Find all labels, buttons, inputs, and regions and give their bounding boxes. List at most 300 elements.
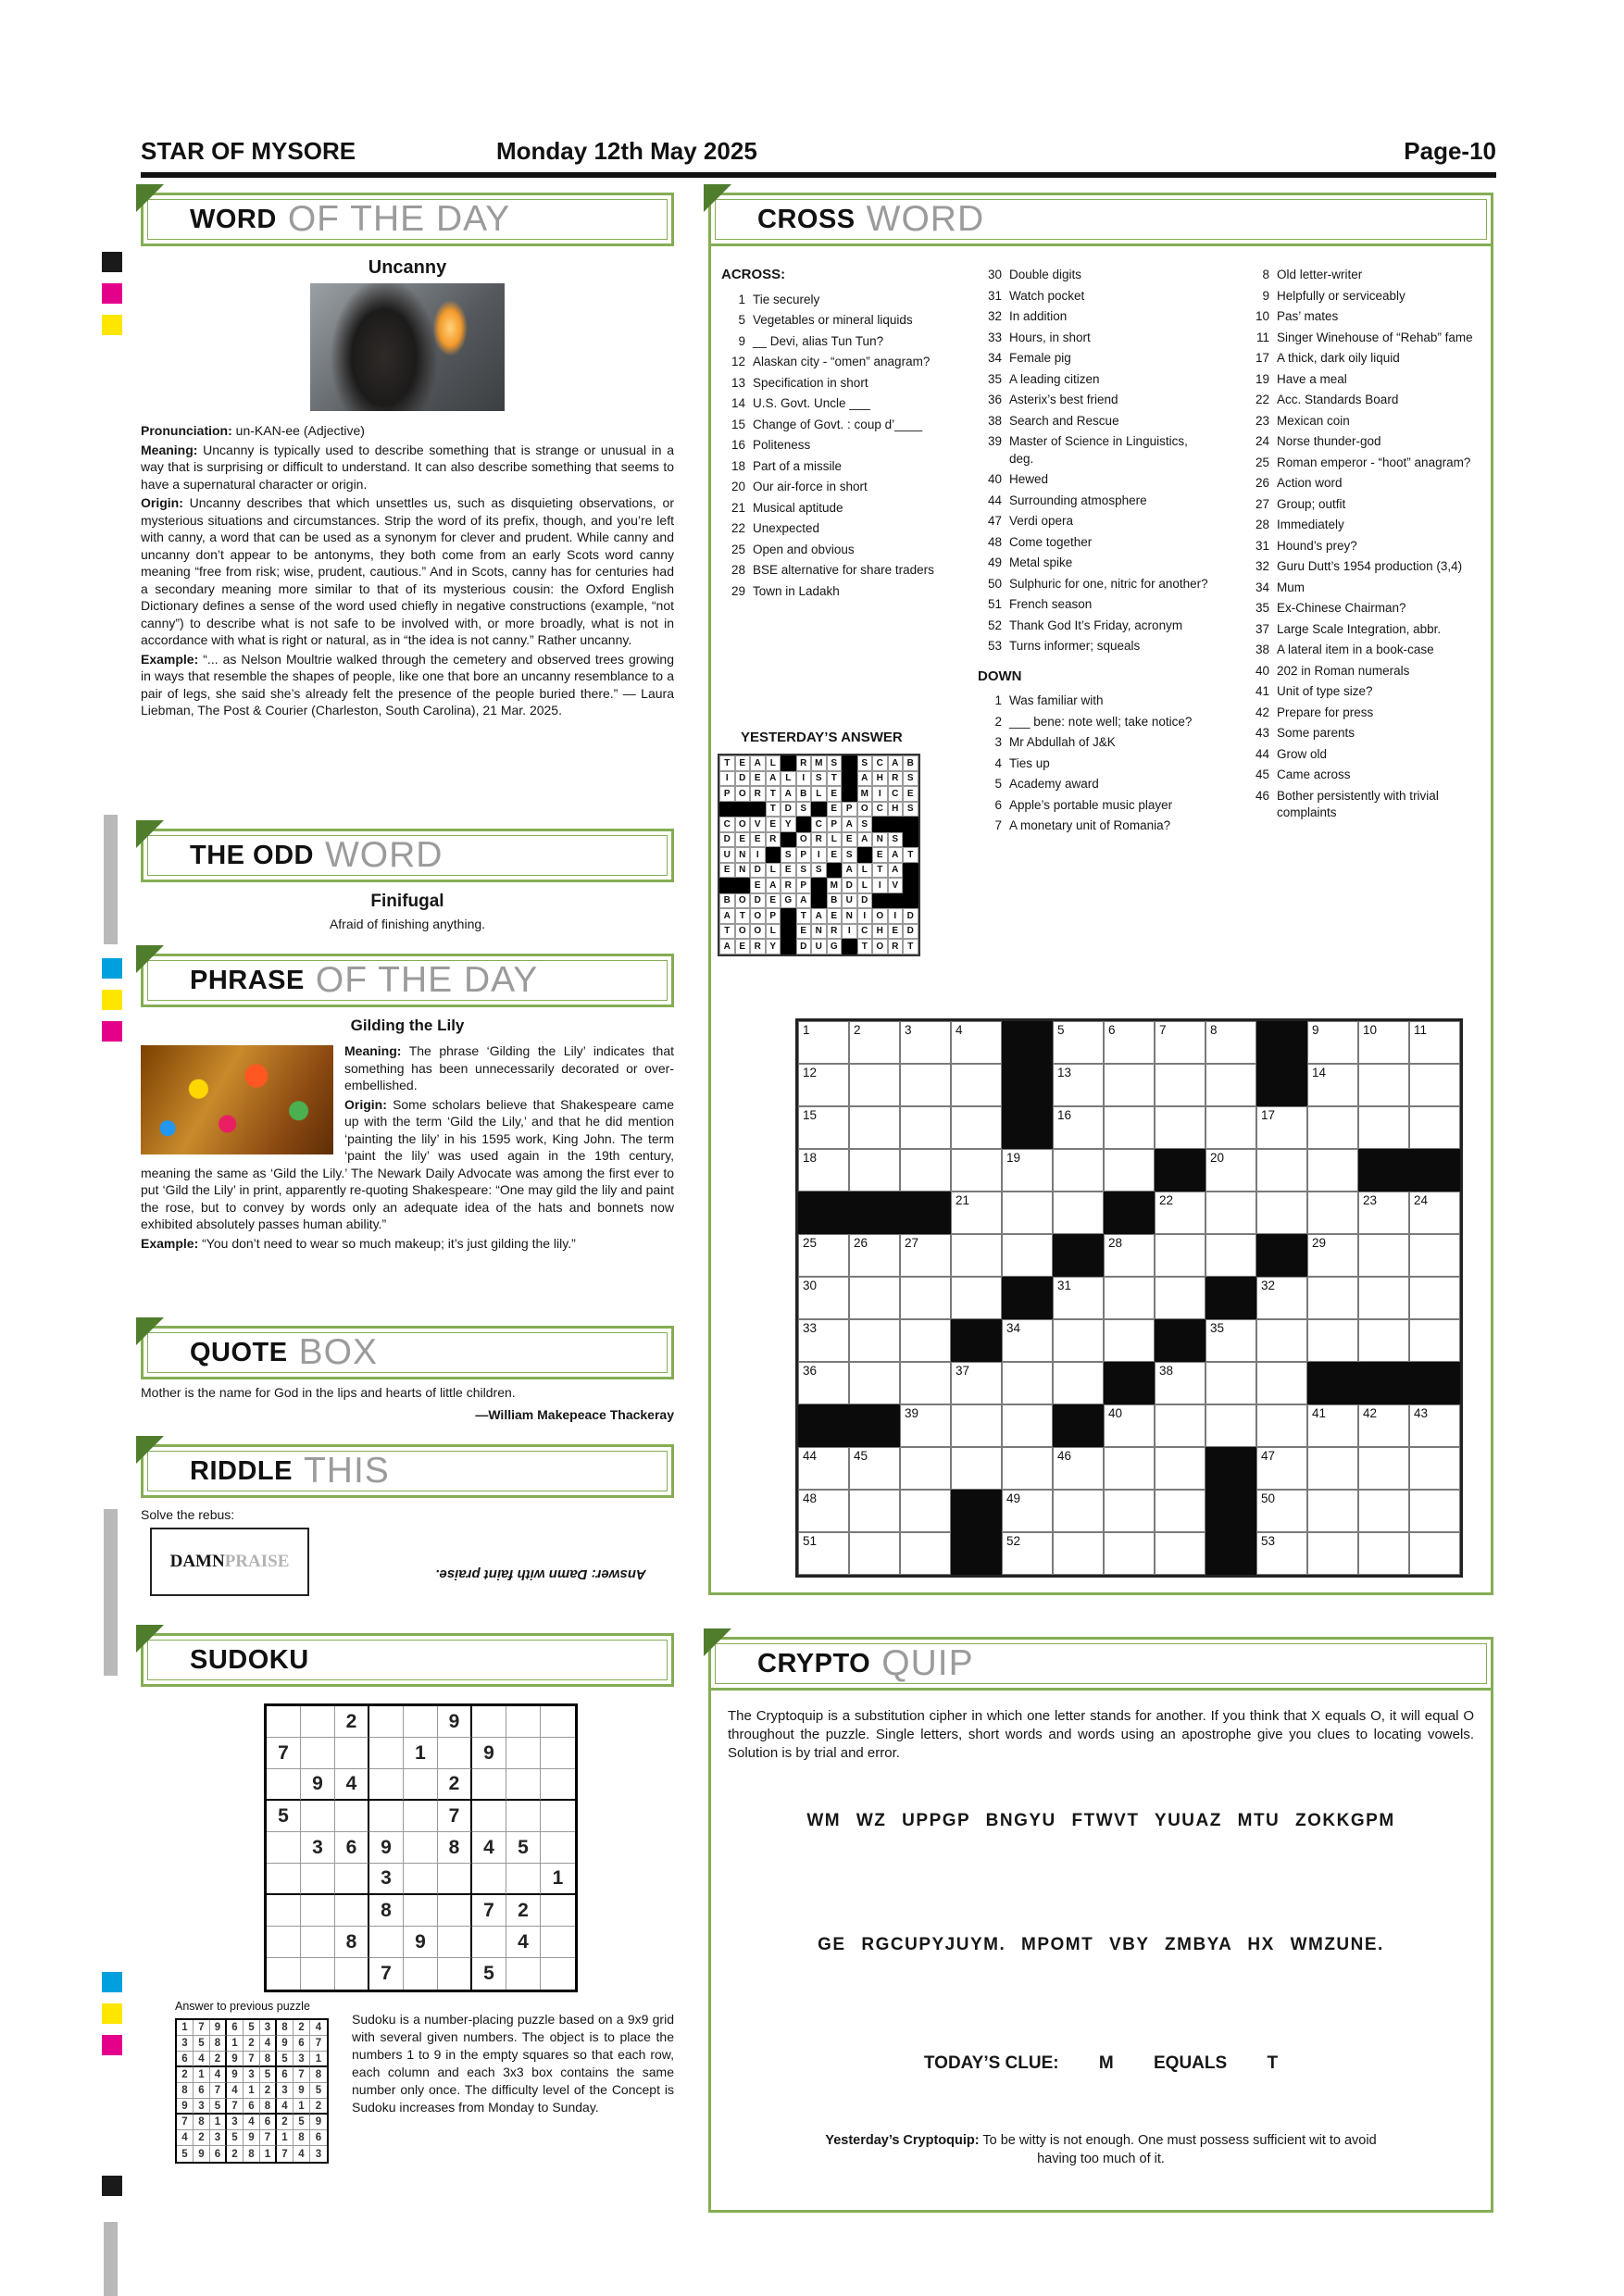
sudoku-cell [267,1927,301,1958]
answer-grid-cell: R [888,771,904,787]
crossword-clue [721,542,936,559]
crossword-clue [978,755,1209,773]
sudoku-cell [541,1706,575,1738]
crossword-cell [1002,1490,1053,1532]
clue-text: Grow old [1277,746,1328,761]
crossword-clue [721,562,936,580]
answer-grid-cell: S [811,863,827,879]
crossword-black-cell [1256,1021,1307,1064]
clue-text: Double digits [1009,268,1082,281]
meaning-label: Meaning: [344,1043,402,1058]
crossword-cell [1307,1532,1358,1575]
answer-grid-cell: A [796,893,812,909]
example-text: “You don’t need to wear so much makeup; it’s just gilding the lily.” [202,1235,576,1251]
crossword-black-cell [1002,1106,1053,1149]
clue-text: Prepare for press [1277,705,1374,719]
answer-grid-cell [903,817,918,832]
clue-text: French season [1009,597,1093,611]
crossword-cell [951,1149,1002,1192]
quote-attribution: —William Makepeace Thackeray [475,1407,674,1422]
crossword-cell [1307,1192,1358,1234]
crossword-cell [1256,1447,1307,1490]
answer-grid-cell: E [735,832,751,848]
answer-grid-cell [872,817,888,832]
crossword-cell [849,1319,900,1362]
clue-text: Town in Ladakh [753,583,840,598]
sudoku-cell: 4 [210,2067,227,2083]
crossword-clue [1245,621,1475,639]
crossword-cell [1358,1021,1409,1064]
cell-number: 18 [803,1151,818,1165]
answer-grid-cell: D [750,893,766,909]
answer-grid-cell: E [827,786,843,802]
crossword-clue [978,797,1209,815]
sudoku-cell: 6 [210,2146,227,2162]
crossword-cell [1256,1192,1307,1234]
answer-grid-cell: D [842,878,857,893]
sudoku-cell: 2 [438,1769,472,1801]
registration-bar [104,2222,118,2296]
crossword-clue [1245,267,1475,284]
sudoku-cell: 3 [244,2067,260,2083]
answer-grid-cell: R [827,924,843,940]
sudoku-cell: 7 [177,2115,194,2130]
origin-label: Origin: [344,1096,387,1112]
answer-grid-cell [750,802,766,817]
crossword-cell [1358,1106,1409,1149]
section-header-cryptoquip [708,1637,1493,1691]
clue-text: Was familiar with [1009,693,1104,707]
clue-number: 33 [987,330,1002,344]
crossword-clue [1245,496,1475,514]
answer-grid-cell [781,924,796,940]
sudoku-cell [335,1864,369,1895]
answer-grid-cell [842,939,857,955]
answer-grid-cell: D [750,863,766,879]
crossword-clue [1245,642,1475,659]
answer-grid-cell: T [903,939,918,955]
cell-number: 13 [1057,1066,1072,1079]
answer-grid-cell: L [827,832,843,848]
crossword-clue [978,513,1209,530]
crossword-cell [798,1277,849,1319]
sudoku-cell: 7 [267,1738,301,1769]
sudoku-cell: 5 [267,1801,301,1832]
clue-text: Apple’s portable music player [1009,797,1173,812]
origin-label: Origin: [141,495,183,510]
answer-grid-cell [811,802,827,817]
crossword-clue [1245,683,1475,701]
crossword-cell [900,1532,951,1575]
clue-number: 18 [731,458,745,473]
answer-grid-cell: A [766,771,781,787]
crossword-clue [721,458,936,476]
answer-grid-cell [903,863,918,879]
clue-text: Action word [1277,476,1343,490]
crossword-clue [978,776,1209,793]
answer-grid-cell: A [719,939,735,955]
crossword-cell [1307,1404,1358,1447]
cryptoquip-cipher-line-1: WM WZ UPPGP BNGYU FTWVT YUUAZ MTU ZOKKGPM [806,1811,1395,1830]
clue-text: 202 in Roman numerals [1277,663,1410,678]
answer-grid-cell: O [750,908,766,924]
crossword-cell [1104,1447,1155,1490]
sudoku-answer-grid [175,2018,329,2164]
answer-grid-cell: N [735,847,751,863]
sudoku-cell: 8 [294,2130,310,2146]
answer-grid-cell [827,863,843,879]
corner-fold-icon [136,945,164,973]
clue-text: Vegetables or mineral liquids [753,313,913,327]
crossword-cell [1104,1319,1155,1362]
answer-grid-cell [842,755,857,771]
answer-grid-cell [888,817,904,832]
answer-grid-cell: S [781,847,796,863]
section-title-light: BOX [298,1332,378,1372]
clue-number: 38 [1255,643,1269,656]
crossword-cell [1002,1404,1053,1447]
sudoku-cell: 5 [177,2146,194,2162]
answer-grid-cell: C [719,817,735,832]
cell-number: 45 [854,1449,868,1463]
sudoku-cell: 5 [260,2067,277,2083]
answer-grid-cell: A [750,755,766,771]
answer-grid-cell: P [842,802,857,817]
answer-grid-cell [781,939,796,955]
clue-text: Guru Dutt’s 1954 production (3,4) [1277,559,1463,573]
clue-text: Norse thunder-god [1277,434,1381,448]
crossword-cell [1104,1149,1155,1192]
sudoku-cell: 7 [260,2130,277,2146]
sudoku-cell [472,1706,506,1738]
crossword-cell [849,1021,900,1064]
meaning-text: Uncanny is typically used to describe something that is strange or unusual in a way that is surprising or difficult to understand. It can also describe something that seems to have a supernatural character or origin. [141,442,674,492]
clue-text: Change of Govt. : coup d’____ [753,417,923,431]
registration-mark-black [102,2176,122,2196]
crossword-clue [978,534,1209,552]
clue-number: 53 [987,639,1002,653]
clue-text: Mexican coin [1277,413,1350,428]
cell-number: 23 [1363,1193,1378,1207]
answer-grid-cell: N [811,924,827,940]
sudoku-cell [267,1958,301,1990]
answer-grid-cell [842,786,857,802]
answer-grid-cell: E [735,939,751,955]
crossword-cell [1256,1532,1307,1575]
sudoku-cell: 5 [472,1958,506,1990]
crossword-black-cell [1409,1149,1460,1192]
answer-grid-cell: L [766,755,781,771]
word-of-day-word: Uncanny [368,257,447,278]
answer-grid-cell: O [735,924,751,940]
down-label: DOWN [978,668,1022,684]
sudoku-cell: 8 [260,2099,277,2115]
clue-number: 17 [1255,351,1269,365]
sudoku-cell: 7 [244,2052,260,2067]
crossword-cell [1104,1404,1155,1447]
answer-grid-cell [781,755,796,771]
cell-number: 48 [803,1491,818,1505]
clue-number: 31 [987,288,1002,303]
example-paragraph [141,651,674,719]
crossword-cell [849,1447,900,1490]
crossword-cell [1155,1404,1206,1447]
crossword-cell [1256,1404,1307,1447]
sudoku-cell: 7 [369,1958,404,1990]
sudoku-cell: 6 [260,2115,277,2130]
crossword-cell [1358,1490,1409,1532]
sudoku-cell [472,1927,506,1958]
clue-number: 31 [1255,538,1269,553]
answer-grid-cell: L [766,863,781,879]
crossword-cell [798,1064,849,1106]
sudoku-cell [404,1958,438,1990]
answer-grid-cell: R [750,939,766,955]
crossword-cell [1358,1064,1409,1106]
yesterdays-cryptoquip-label: Yesterday’s Cryptoquip: [825,2133,980,2148]
crossword-clue [978,288,1209,306]
clue-text: Politeness [753,438,811,452]
cell-number: 6 [1108,1023,1116,1037]
sudoku-cell: 7 [294,2067,310,2083]
clue-number: 16 [731,438,745,452]
answer-grid-cell: O [796,832,812,848]
sudoku-cell [267,1706,301,1738]
example-text: “... as Nelson Moultrie walked through the cemetery and observed trees growing in ways that resemble the shapes of people, like one that bore an uncanny resemblance to a pair of legs, she said she’s already felt the presence of the people buried there.” — Laura Liebman, The Post & Courier (Charleston, South Carolina), 21 Mar. 2025. [141,651,674,718]
rebus-bold-word: DAMN [169,1552,225,1571]
sudoku-cell: 2 [335,1706,369,1738]
crossword-cell [1155,1234,1206,1277]
sudoku-cell: 8 [277,2020,294,2036]
crossword-cell [1155,1447,1206,1490]
clue-text: Alaskan city - “omen” anagram? [753,355,931,368]
clue-number: 41 [1255,684,1269,698]
crossword-cell [1409,1064,1460,1106]
sudoku-cell [404,1864,438,1895]
crossword-cell [900,1447,951,1490]
crossword-cell [1206,1021,1256,1064]
sudoku-cell: 1 [177,2020,194,2036]
sudoku-cell: 1 [210,2115,227,2130]
origin-paragraph [141,494,674,649]
odd-word-definition: Afraid of finishing anything. [329,917,486,931]
clue-number: 28 [731,563,745,577]
cell-number: 46 [1057,1449,1072,1463]
answer-grid-cell: O [872,939,888,955]
clue-text: Helpfully or serviceably [1277,288,1405,303]
clue-text: Unexpected [753,521,820,535]
crossword-cell [798,1362,849,1404]
crossword-cell [1409,1277,1460,1319]
clue-number: 34 [987,351,1002,365]
crossword-cell [900,1149,951,1192]
answer-grid-cell: P [796,847,812,863]
answer-grid-cell: A [857,832,873,848]
clue-number: 6 [994,797,1002,812]
answer-grid-cell: H [872,924,888,940]
sudoku-cell [369,1706,404,1738]
answer-grid-cell: L [857,863,873,879]
answer-grid-cell: I [872,786,888,802]
answer-grid-cell: D [719,832,735,848]
crossword-cell [1409,1447,1460,1490]
clue-text: Group; outfit [1277,496,1346,511]
section-header-crossword [708,193,1493,246]
cell-number: 39 [905,1406,919,1420]
crossword-clue [1245,558,1475,576]
crossword-black-cell [849,1404,900,1447]
crossword-cell [1104,1234,1155,1277]
sudoku-cell [301,1738,335,1769]
answer-grid-cell: O [872,908,888,924]
sudoku-cell: 3 [277,2083,294,2099]
answer-grid-cell [796,817,812,832]
answer-grid-cell: I [842,924,857,940]
corner-fold-icon [136,820,164,848]
page-number: Page-10 [1404,137,1496,165]
crossword-cell [1155,1532,1206,1575]
crossword-clue [1245,788,1475,822]
answer-grid-cell: A [781,786,796,802]
example-label: Example: [141,651,199,667]
answer-grid-cell: A [719,908,735,924]
clue-number: 27 [1255,496,1269,511]
clue-text: Unit of type size? [1277,684,1373,698]
cell-number: 20 [1210,1151,1225,1165]
section-header-odd-word [141,829,674,882]
crossword-cell [1256,1277,1307,1319]
sudoku-cell: 3 [227,2115,244,2130]
todays-clue-line [708,2053,1493,2074]
clue-number: 44 [1255,746,1269,761]
sudoku-cell [267,1832,301,1864]
sudoku-cell: 5 [244,2020,260,2036]
cell-number: 14 [1312,1066,1327,1079]
crossword-cell [1307,1234,1358,1277]
answer-grid-cell: E [827,908,843,924]
cell-number: 4 [956,1023,963,1037]
crossword-cell [900,1064,951,1106]
clue-text: Roman emperor - “hoot” anagram? [1277,455,1471,469]
cell-number: 25 [803,1236,818,1250]
crossword-black-cell [1256,1234,1307,1277]
sudoku-cell: 3 [194,2099,210,2115]
answer-grid-cell: I [811,847,827,863]
answer-grid-cell [781,832,796,848]
sudoku-cell: 7 [310,2036,327,2052]
sudoku-cell: 5 [210,2099,227,2115]
crossword-cell [1256,1106,1307,1149]
crossword-cell [798,1447,849,1490]
clue-text: A lateral item in a book-case [1277,643,1434,656]
crossword-cell [849,1490,900,1532]
sudoku-cell [506,1738,541,1769]
crossword-black-cell [1358,1149,1409,1192]
crossword-clue [1245,413,1475,430]
sudoku-cell: 9 [177,2099,194,2115]
sudoku-cell: 9 [472,1738,506,1769]
sudoku-cell: 9 [227,2052,244,2067]
sudoku-cell: 1 [277,2130,294,2146]
crossword-black-cell [849,1192,900,1234]
clue-number: 51 [987,597,1002,611]
sudoku-cell: 6 [294,2036,310,2052]
answer-grid-cell: I [750,847,766,863]
answer-grid-cell: R [750,786,766,802]
clue-text: Some parents [1277,726,1355,740]
answer-grid-cell: P [796,878,812,893]
meaning-label: Meaning: [141,442,198,457]
crossword-cell [849,1532,900,1575]
sudoku-cell [301,1958,335,1990]
pronunciation-label: Pronunciation: [141,423,232,438]
sudoku-cell: 5 [506,1832,541,1864]
sudoku-cell: 8 [194,2115,210,2130]
clue-number: 37 [1255,621,1269,636]
answer-grid-cell: S [888,832,904,848]
crossword-cell [849,1277,900,1319]
sudoku-cell [369,1769,404,1801]
clue-number: 40 [987,472,1002,486]
answer-grid-cell: L [811,786,827,802]
section-title-light: THIS [303,1451,390,1491]
masthead-rule [141,172,1496,178]
answer-grid-cell: A [888,863,904,879]
crossword-cell [1002,1192,1053,1234]
section-header-quote-box [141,1326,674,1379]
todays-clue-label: TODAY’S CLUE: [923,2053,1059,2073]
cell-number: 36 [803,1364,818,1378]
cell-number: 1 [803,1023,810,1037]
crossword-black-cell [1104,1192,1155,1234]
answer-grid-cell: N [872,832,888,848]
answer-grid-cell: M [811,755,827,771]
clue-text: Mr Abdullah of J&K [1009,735,1116,749]
crossword-black-cell [1053,1404,1104,1447]
answer-grid-cell: P [827,817,843,832]
cell-number: 22 [1159,1193,1174,1207]
sudoku-cell: 8 [335,1927,369,1958]
clue-number: 7 [994,818,1002,832]
phrase-title: Gilding the Lily [350,1017,465,1034]
crossword-black-cell [1206,1277,1256,1319]
registration-mark-magenta [102,283,122,304]
clue-text: ___ bene: note well; take notice? [1009,714,1193,729]
answer-grid-cell: T [766,786,781,802]
crossword-black-cell [1155,1319,1206,1362]
answer-grid-cell: G [827,939,843,955]
sudoku-cell: 9 [438,1706,472,1738]
clue-text: Pas’ mates [1277,309,1339,323]
crossword-black-cell [1155,1149,1206,1192]
sudoku-cell [335,1895,369,1927]
answer-grid-cell: D [903,924,918,940]
sudoku-cell: 9 [227,2067,244,2083]
clue-number: 39 [987,434,1002,448]
crossword-clue [978,734,1209,752]
answer-grid-cell: E [827,802,843,817]
answer-grid-cell: C [872,755,888,771]
crossword-cell [1409,1490,1460,1532]
sudoku-cell: 6 [244,2099,260,2115]
crossword-cell [1358,1192,1409,1234]
clue-text: Acc. Standards Board [1277,393,1399,406]
section-header-phrase-of-the-day [141,954,674,1007]
answer-grid-cell: O [735,893,751,909]
answer-grid-cell: T [719,924,735,940]
answer-grid-cell: B [903,755,918,771]
answer-grid-cell: A [888,847,904,863]
